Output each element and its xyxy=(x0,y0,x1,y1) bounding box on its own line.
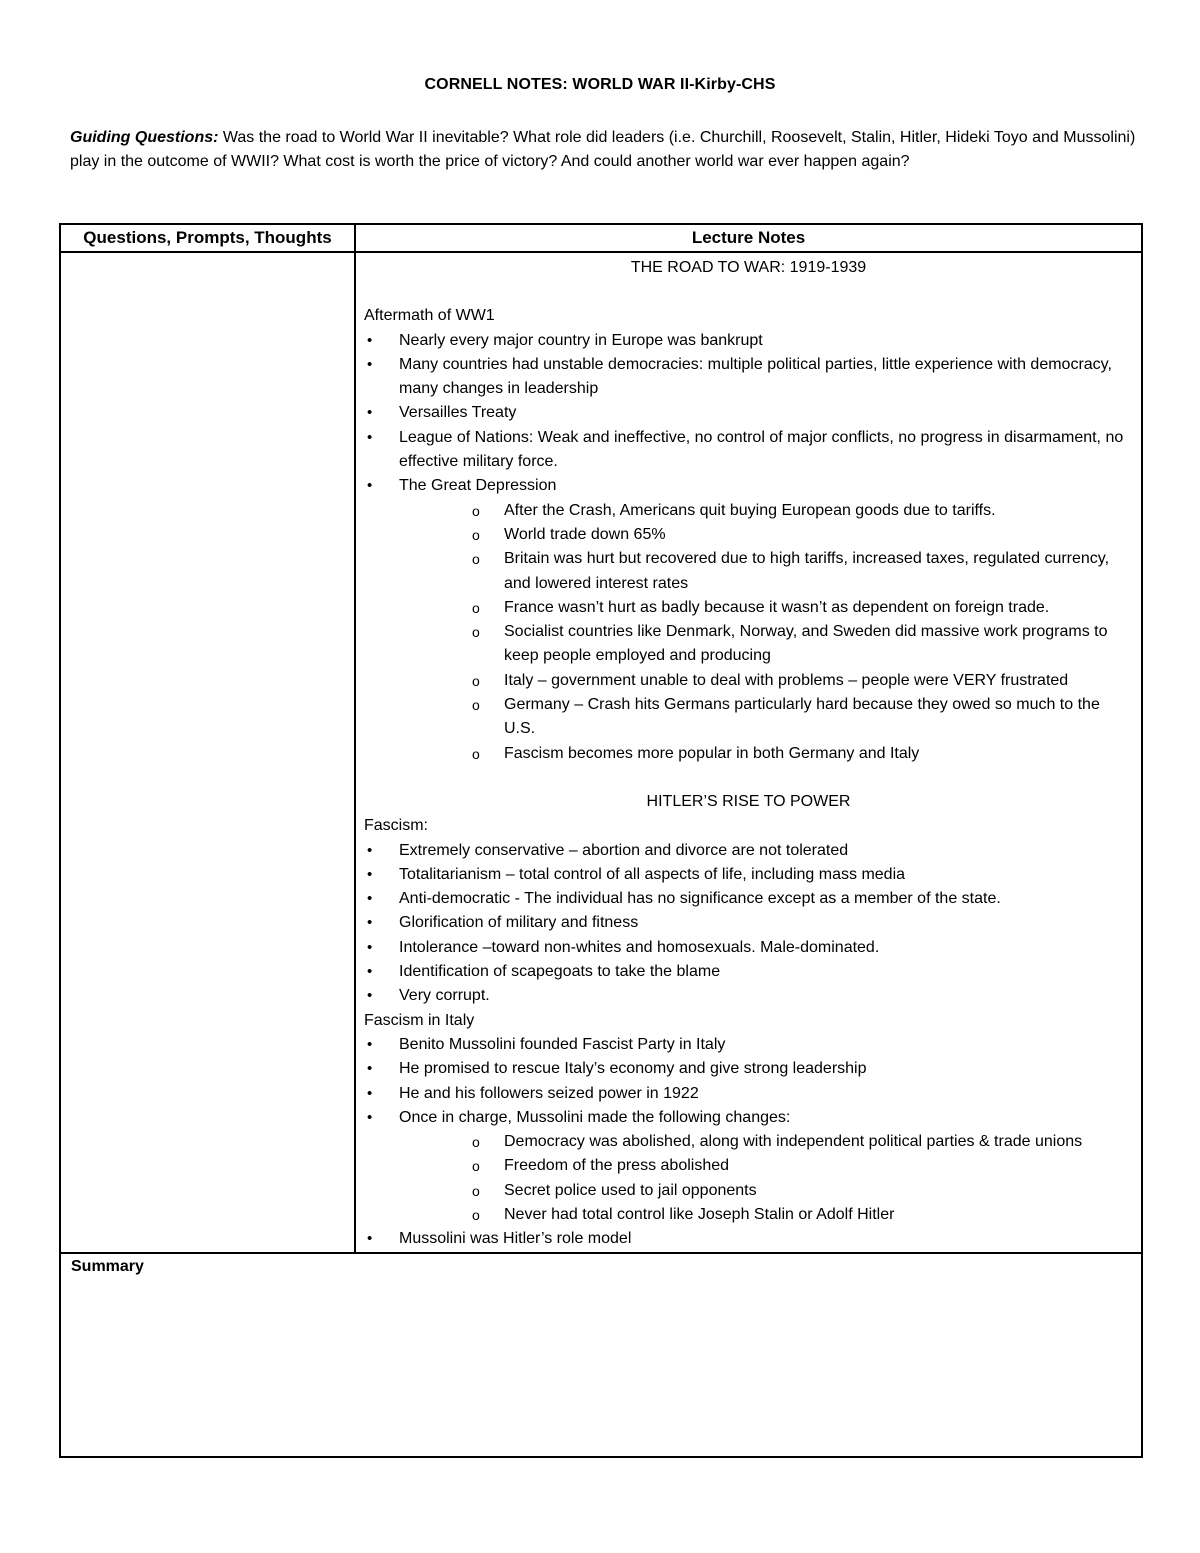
sub-list-item: o Britain was hurt but recovered due to high tariffs, increased taxes, regulated currency, and lowered interest rates xyxy=(399,547,1133,596)
guiding-questions xyxy=(70,126,1140,174)
list-item-label: The Great Depression xyxy=(399,477,557,495)
lecture-notes-column-header: Lecture Notes xyxy=(355,224,1142,252)
subheading-fascism-italy: Fascism in Italy xyxy=(364,1011,475,1029)
aftermath-list xyxy=(364,329,1133,766)
list-item: • He and his followers seized power in 1922 xyxy=(364,1082,1133,1106)
sub-list-item: o Freedom of the press abolished xyxy=(399,1154,1133,1178)
list-item xyxy=(364,474,1133,766)
italy-list xyxy=(364,1033,1133,1252)
sub-list-item: o France wasn’t hurt as badly because it wasn’t as dependent on foreign trade. xyxy=(399,596,1133,620)
list-item: • Benito Mussolini founded Fascist Party in Italy xyxy=(364,1033,1133,1057)
list-item: • Anti-democratic - The individual has no significance except as a member of the state. xyxy=(364,887,1133,911)
list-item: • Intolerance –toward non-whites and homosexuals. Male-dominated. xyxy=(364,936,1133,960)
list-item xyxy=(364,1106,1133,1227)
summary-cell[interactable] xyxy=(60,1253,1142,1457)
sub-list-item: o Socialist countries like Denmark, Norway, and Sweden did massive work programs to keep people employed and producing xyxy=(399,620,1133,669)
summary-label: Summary xyxy=(71,1257,144,1275)
list-item: • League of Nations: Weak and ineffective, no control of major conflicts, no progress in disarmament, no effective military force. xyxy=(364,426,1133,475)
mussolini-changes-sublist xyxy=(399,1130,1133,1227)
sub-list-item: o Democracy was abolished, along with independent political parties & trade unions xyxy=(399,1130,1133,1154)
guiding-questions-label: Guiding Questions: xyxy=(70,129,219,146)
list-item: • Glorification of military and fitness xyxy=(364,911,1133,935)
list-item: • Very corrupt. xyxy=(364,984,1133,1008)
list-item: • Many countries had unstable democracies: multiple political parties, little experience with democracy, many changes in leadership xyxy=(364,353,1133,402)
depression-sublist xyxy=(399,499,1133,766)
document-title: CORNELL NOTES: WORLD WAR II-Kirby-CHS xyxy=(424,76,776,93)
questions-column-cell[interactable] xyxy=(60,252,355,1253)
list-item: • Identification of scapegoats to take the blame xyxy=(364,960,1133,984)
list-item: • Totalitarianism – total control of all aspects of life, including mass media xyxy=(364,863,1133,887)
sub-list-item: o Secret police used to jail opponents xyxy=(399,1179,1133,1203)
sub-list-item: o World trade down 65% xyxy=(399,523,1133,547)
section-heading-road-to-war: THE ROAD TO WAR: 1919-1939 xyxy=(630,259,867,276)
list-item: • Versailles Treaty xyxy=(364,401,1133,425)
list-item: • He promised to rescue Italy’s economy and give strong leadership xyxy=(364,1057,1133,1081)
list-item: • Mussolini was Hitler’s role model xyxy=(364,1227,1133,1251)
sub-list-item: o After the Crash, Americans quit buying European goods due to tariffs. xyxy=(399,499,1133,523)
sub-list-item: o Germany – Crash hits Germans particularly hard because they owed so much to the U.S. xyxy=(399,693,1133,742)
fascism-list xyxy=(364,839,1133,1009)
subheading-aftermath: Aftermath of WW1 xyxy=(364,307,495,325)
sub-list-item: o Fascism becomes more popular in both Germany and Italy xyxy=(399,742,1133,766)
sub-list-item: o Never had total control like Joseph Stalin or Adolf Hitler xyxy=(399,1203,1133,1227)
cornell-notes-table xyxy=(59,223,1143,1458)
list-item-label: Once in charge, Mussolini made the following changes: xyxy=(399,1108,791,1126)
list-item: • Extremely conservative – abortion and divorce are not tolerated xyxy=(364,839,1133,863)
list-item: • Nearly every major country in Europe was bankrupt xyxy=(364,329,1133,353)
guiding-questions-text: Was the road to World War II inevitable? What role did leaders (i.e. Churchill, Roosevelt, Stalin, Hitler, Hideki Toyo and Mussolini) play in the outcome of WWII? What cost is worth the price of victory? And could another world war ever happen again? xyxy=(70,129,1136,170)
sub-list-item: o Italy – government unable to deal with problems – people were VERY frustrated xyxy=(399,669,1133,693)
lecture-notes-cell xyxy=(355,252,1142,1253)
subheading-fascism: Fascism: xyxy=(364,817,428,835)
questions-column-header: Questions, Prompts, Thoughts xyxy=(60,224,355,252)
section-heading-hitler-rise: HITLER’S RISE TO POWER xyxy=(646,792,851,810)
